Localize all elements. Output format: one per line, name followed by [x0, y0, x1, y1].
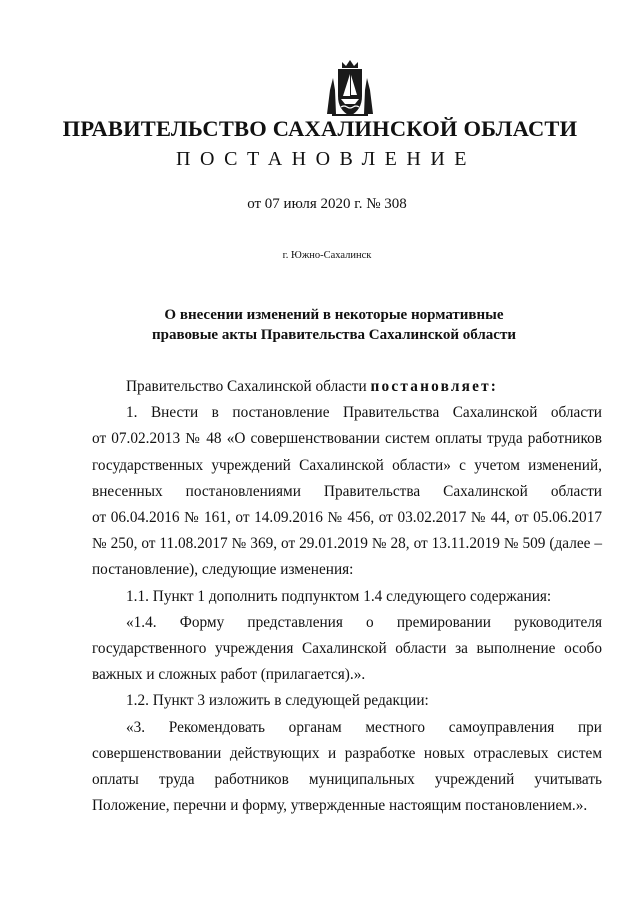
preamble	[92, 374, 602, 400]
subject-line-1: О внесении изменений в некоторые нормативные	[164, 307, 504, 323]
subject-line-2: правовые акты Правительства Сахалинской области	[152, 327, 516, 343]
paragraph-1-line: от 07.02.2013 № 48 «О совершенствовании систем оплаты труда работников	[92, 430, 602, 448]
document-type: ПОСТАНОВЛЕНИЕ	[176, 148, 476, 170]
document-subject	[0, 305, 640, 345]
sakhalin-coat-of-arms-icon	[324, 56, 376, 120]
paragraph-1-line: 1. Внести в постановление Правительства Сахалинской области	[126, 404, 602, 422]
paragraph-1-line: внесенных постановлениями Правительства Сахалинской области	[92, 482, 602, 500]
quote-2-line: «3. Рекомендовать органам местного самоуправления при	[126, 718, 602, 736]
quote-1-line: государственного учреждения Сахалинской области за выполнение особо	[92, 640, 602, 658]
quote-1-line: «1.4. Форму представления о премировании руководителя	[126, 613, 602, 631]
document-date-number: от 07 июля 2020 г. № 308	[247, 196, 407, 212]
quote-2-line: Положение, перечни и форму, утвержденные настоящим постановлением.».	[92, 797, 588, 815]
paragraph-1-line: постановление), следующие изменения:	[92, 561, 354, 579]
paragraph-1-line: от 06.04.2016 № 161, от 14.09.2016 № 456, от 03.02.2017 № 44, от 05.06.2017	[92, 509, 602, 527]
paragraph-1	[92, 400, 602, 583]
paragraph-1-2: 1.2. Пункт 3 изложить в следующей редакции:	[126, 692, 429, 710]
preamble-spaced-word: постановляет:	[370, 378, 499, 395]
quote-2	[92, 715, 602, 820]
paragraph-1-line: № 250, от 11.08.2017 № 369, от 29.01.2019 № 28, от 13.11.2019 № 509 (далее –	[92, 535, 602, 553]
paragraph-1-line: государственных учреждений Сахалинской области» с учетом изменений,	[92, 456, 602, 474]
document-place: г. Южно-Сахалинск	[282, 250, 372, 261]
government-title: ПРАВИТЕЛЬСТВО САХАЛИНСКОЙ ОБЛАСТИ	[62, 116, 578, 141]
document-body	[92, 374, 602, 819]
quote-2-line: оплаты труда работников муниципальных учреждений учитывать	[92, 771, 602, 789]
preamble-text: Правительство Сахалинской области	[126, 378, 371, 395]
quote-1-line: важных и сложных работ (прилагается).».	[92, 666, 366, 684]
paragraph-1-1: 1.1. Пункт 1 дополнить подпунктом 1.4 следующего содержания:	[126, 587, 552, 605]
quote-1	[92, 610, 602, 689]
quote-2-line: совершенствовании действующих и разработке новых отраслевых систем	[92, 744, 602, 762]
